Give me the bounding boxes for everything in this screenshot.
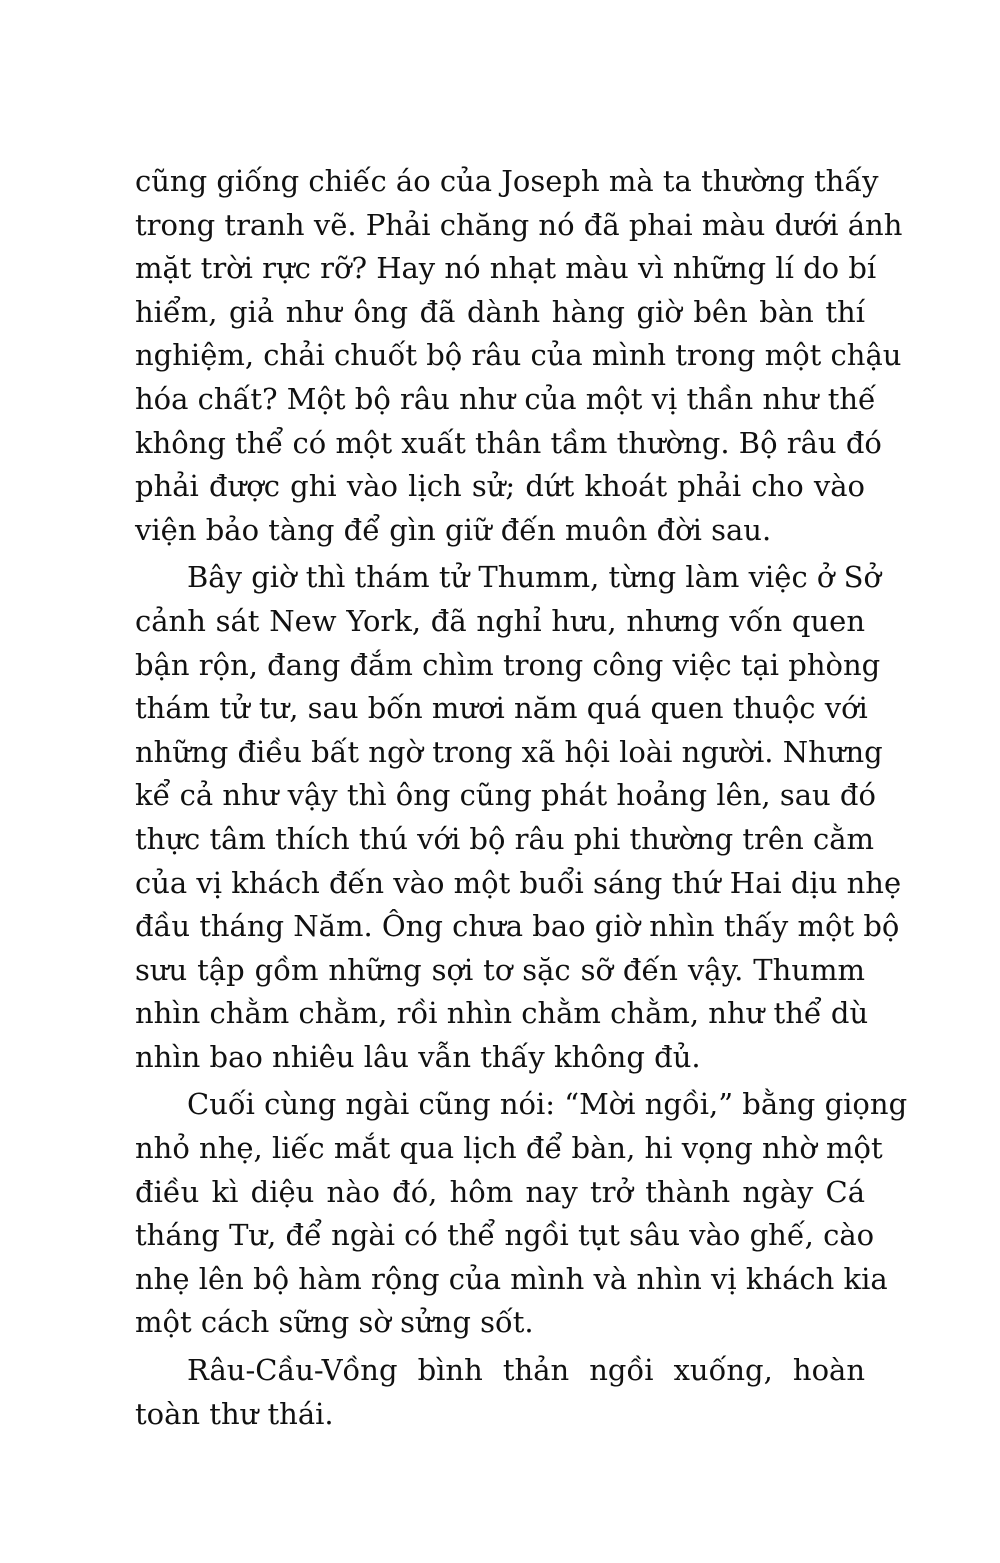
text-line: thực tâm thích thú với bộ râu phi thường trên cằm — [135, 821, 874, 856]
text-line: nhẹ lên bộ hàm rộng của mình và nhìn vị khách kia — [135, 1261, 888, 1296]
paragraph-4 — [135, 1349, 865, 1436]
text-line: toàn thư thái. — [135, 1396, 334, 1431]
text-line: điều kì diệu nào đó, hôm nay trở thành ngày Cá — [135, 1174, 865, 1209]
text-line: viện bảo tàng để gìn giữ đến muôn đời sau. — [135, 512, 772, 547]
text-line: bận rộn, đang đắm chìm trong công việc tại phòng — [135, 647, 881, 682]
text-line: tháng Tư, để ngài có thể ngồi tụt sâu vào ghế, cào — [135, 1218, 875, 1253]
text-line: nhìn bao nhiêu lâu vẫn thấy không đủ. — [135, 1039, 701, 1074]
text-line: nhìn chằm chằm, rồi nhìn chằm chằm, như thể dù — [135, 996, 869, 1031]
text-line: thám tử tư, sau bốn mươi năm quá quen thuộc với — [135, 691, 868, 726]
text-line: nhỏ nhẹ, liếc mắt qua lịch để bàn, hi vọng nhờ một — [135, 1131, 883, 1166]
text-line: hiểm, giả như ông đã dành hàng giờ bên bàn thí — [135, 294, 865, 329]
text-line: cảnh sát New York, đã nghỉ hưu, nhưng vốn quen — [135, 603, 865, 638]
text-line: nghiệm, chải chuốt bộ râu của mình trong một chậu — [135, 338, 902, 373]
body-text — [135, 160, 908, 1436]
text-line: phải được ghi vào lịch sử; dứt khoát phải cho vào — [135, 469, 865, 504]
text-line: không thể có một xuất thân tầm thường. Bộ râu đó — [135, 425, 882, 460]
text-line: những điều bất ngờ trong xã hội loài người. Nhưng — [135, 734, 883, 769]
text-line: Bây giờ thì thám tử Thumm, từng làm việc ở Sở — [187, 560, 881, 595]
paragraph-2 — [135, 556, 902, 1079]
text-line: kể cả như vậy thì ông cũng phát hoảng lên, sau đó — [135, 778, 876, 813]
text-line: trong tranh vẽ. Phải chăng nó đã phai màu dưới ánh — [135, 207, 903, 242]
text-line: của vị khách đến vào một buổi sáng thứ Hai dịu nhẹ — [135, 865, 902, 900]
paragraph-3 — [135, 1083, 908, 1345]
text-line: cũng giống chiếc áo của Joseph mà ta thường thấy — [135, 164, 879, 198]
text-line: đầu tháng Năm. Ông chưa bao giờ nhìn thấy một bộ — [135, 909, 900, 944]
text-line: Cuối cùng ngài cũng nói: “Mời ngồi,” bằng giọng — [187, 1087, 908, 1122]
text-line: Râu-Cầu-Vồng bình thản ngồi xuống, hoàn — [187, 1353, 865, 1388]
text-line: một cách sững sờ sửng sốt. — [135, 1305, 534, 1340]
text-line: sưu tập gồm những sợi tơ sặc sỡ đến vậy. Thumm — [135, 952, 865, 987]
text-line: mặt trời rực rỡ? Hay nó nhạt màu vì những lí do bí — [135, 251, 877, 286]
text-line: hóa chất? Một bộ râu như của một vị thần như thế — [135, 381, 876, 416]
paragraph-1 — [135, 160, 903, 552]
